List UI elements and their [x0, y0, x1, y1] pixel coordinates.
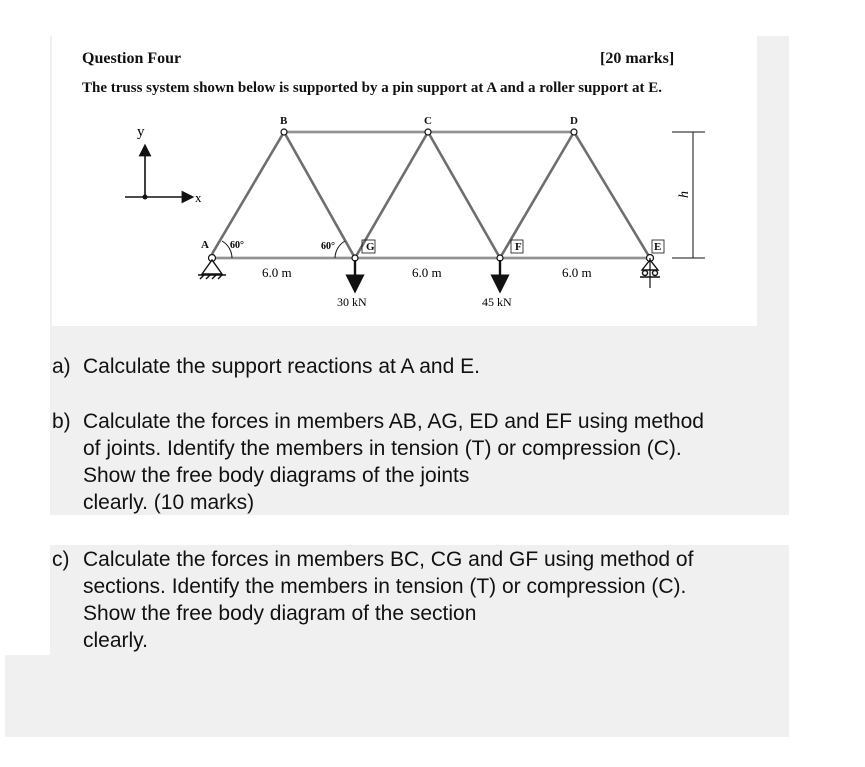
question-line: sections. Identify the members in tension (T) or compression (C).	[83, 575, 687, 598]
node-label-e: E	[654, 241, 662, 253]
question-title: Question Four	[82, 50, 182, 67]
span-label: 6.0 m	[412, 265, 442, 280]
angle-label-a: 60°	[230, 240, 244, 251]
question-label: c)	[52, 548, 70, 571]
question-label: a)	[52, 355, 71, 378]
axis-y-label: y	[137, 124, 145, 140]
span-label: 6.0 m	[262, 265, 292, 280]
joint-b	[281, 129, 287, 135]
question-line: Show the free body diagram of the section	[83, 602, 477, 625]
load-label-45: 45 kN	[482, 295, 512, 309]
question-line: Show the free body diagrams of the joints	[83, 464, 470, 487]
question-line: Calculate the forces in members BC, CG and GF using method of	[83, 548, 694, 571]
axis-icon	[125, 124, 202, 205]
node-label-f: F	[515, 241, 522, 253]
node-label-c: C	[424, 115, 432, 127]
question-line: Calculate the forces in members AB, AG, ED and EF using method	[83, 410, 704, 433]
question-line: of joints. Identify the members in tension (T) or compression (C).	[83, 437, 682, 460]
load-label-30: 30 kN	[337, 295, 367, 309]
angle-label-g: 60°	[321, 241, 335, 252]
axis-x-label: x	[195, 190, 202, 205]
question-marks: [20 marks]	[600, 50, 675, 67]
question-description: The truss system shown below is supported by a pin support at A and a roller support at E.	[82, 80, 662, 96]
height-label: h	[677, 191, 692, 198]
question-line: clearly.	[83, 629, 148, 652]
question-line: clearly. (10 marks)	[83, 491, 255, 514]
span-label: 6.0 m	[562, 265, 592, 280]
question-line: Calculate the support reactions at A and E.	[83, 355, 480, 378]
pin-support-icon	[198, 260, 226, 279]
node-label-a: A	[201, 239, 209, 251]
truss-members	[212, 132, 650, 258]
node-label-b: B	[280, 115, 288, 127]
node-label-d: D	[570, 115, 578, 127]
question-label: b)	[52, 410, 71, 433]
node-label-g: G	[366, 241, 375, 253]
joint-d	[571, 129, 577, 135]
joint-c	[425, 129, 431, 135]
